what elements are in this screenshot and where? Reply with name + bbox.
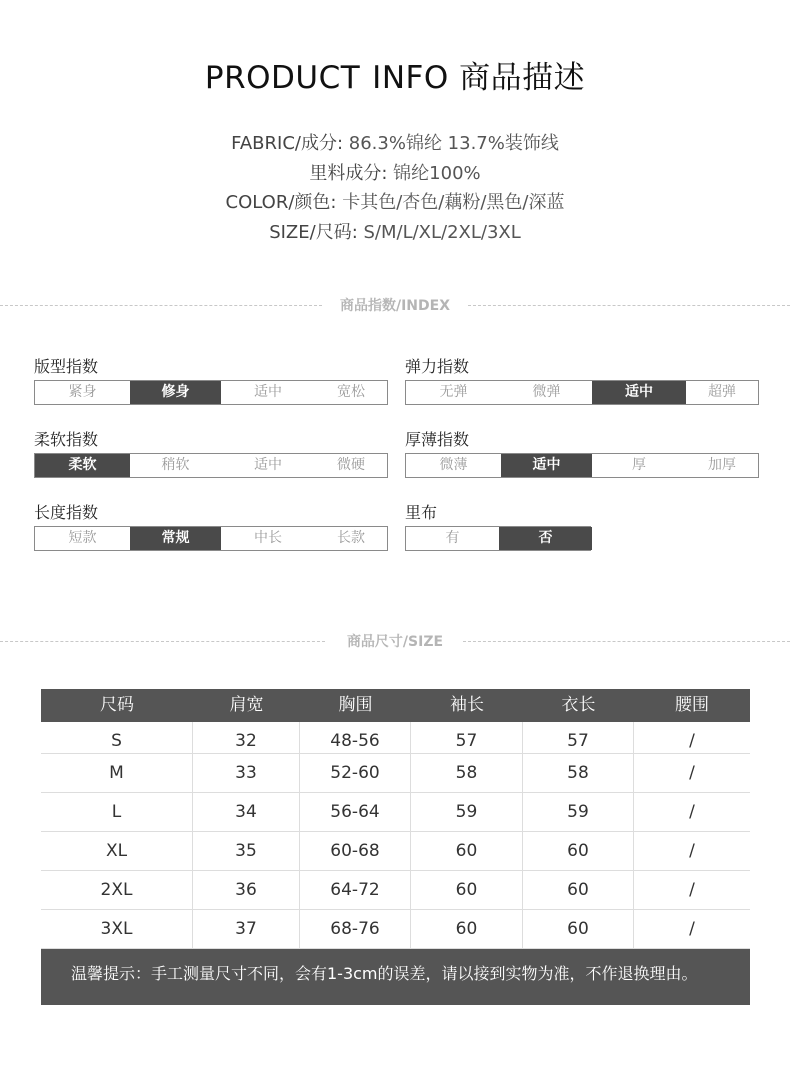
index-option: 厚 (632, 457, 646, 473)
index-bar (34, 526, 388, 551)
table-cell: 35 (193, 832, 300, 870)
size-section-label: 商品尺寸/SIZE (346, 634, 444, 650)
table-cell: / (689, 763, 695, 783)
table-cell: 64-72 (300, 871, 411, 909)
table-row (41, 910, 750, 949)
column-header: 尺码 (100, 695, 134, 715)
index-option: 适中 (254, 457, 282, 473)
table-cell: 60 (411, 910, 523, 948)
index-name: 长度指数 (34, 503, 99, 522)
page-title (0, 52, 790, 97)
table-cell: 60 (411, 871, 523, 909)
table-cell: L (41, 793, 193, 831)
table-cell: 68-76 (300, 910, 411, 948)
table-cell: 60-68 (300, 832, 411, 870)
index-option: 短款 (68, 530, 97, 546)
table-row (41, 871, 750, 910)
column-header: 袖长 (450, 695, 484, 715)
info-key: SIZE/尺码: (269, 221, 358, 243)
title-en-2: INFO (372, 60, 449, 96)
column-header: 肩宽 (229, 695, 264, 715)
index-bar (405, 380, 759, 405)
index-bar (34, 453, 388, 478)
index-divider (0, 296, 790, 316)
table-cell: / (689, 731, 695, 751)
table-cell: 36 (193, 871, 300, 909)
index-section-label: 商品指数/INDEX (339, 298, 451, 314)
table-cell: 60 (411, 832, 523, 870)
info-value: S/M/L/XL/2XL/3XL (363, 221, 521, 243)
index-option: 无弹 (439, 384, 468, 400)
info-fabric (0, 129, 790, 159)
size-note: 温馨提示：手工测量尺寸不同，会有1-3cm的误差，请以接到实物为准，不作退换理由。 (41, 949, 750, 1005)
index-option-selected: 否 (499, 527, 592, 550)
info-key: FABRIC/成分: (231, 133, 344, 154)
index-option: 稍软 (161, 457, 190, 473)
info-lining (0, 159, 790, 189)
index-name: 版型指数 (34, 357, 99, 376)
table-cell: 48-56 (300, 722, 411, 753)
index-block (405, 502, 759, 551)
table-cell: 57 (523, 722, 634, 753)
info-color (0, 188, 790, 218)
info-size (0, 218, 790, 248)
table-row (41, 793, 750, 832)
table-cell: 37 (193, 910, 300, 948)
info-value: 卡其色/杏色/藕粉/黑色/深蓝 (342, 192, 565, 213)
index-option: 宽松 (337, 384, 365, 400)
table-header (41, 689, 750, 722)
table-cell: 58 (523, 754, 634, 792)
index-bar (34, 380, 388, 405)
index-option-selected: 修身 (130, 381, 221, 404)
index-option-selected: 柔软 (35, 454, 130, 477)
table-body (41, 722, 750, 949)
table-cell: 52-60 (300, 754, 411, 792)
table-row (41, 832, 750, 871)
info-value: 锦纶100% (393, 162, 481, 184)
table-cell: 2XL (41, 871, 193, 909)
index-block (34, 429, 388, 478)
index-name: 里布 (405, 503, 438, 522)
table-cell: / (689, 880, 695, 900)
index-option: 微薄 (439, 457, 468, 473)
title-en-1: PRODUCT (204, 60, 361, 96)
info-value: 86.3%锦纶 13.7%装饰线 (348, 133, 559, 154)
table-cell: S (41, 722, 193, 753)
product-info (0, 129, 790, 247)
table-cell: / (689, 919, 695, 939)
index-name: 厚薄指数 (405, 430, 470, 449)
table-cell: 60 (523, 832, 634, 870)
index-option: 微硬 (337, 457, 365, 473)
info-key: COLOR/颜色: (225, 192, 337, 213)
table-cell: 59 (411, 793, 523, 831)
index-option-selected: 适中 (501, 454, 592, 477)
index-name: 弹力指数 (405, 357, 470, 376)
table-cell: / (689, 841, 695, 861)
table-cell: 59 (523, 793, 634, 831)
index-option: 适中 (254, 384, 282, 400)
table-cell: 3XL (41, 910, 193, 948)
table-cell: 34 (193, 793, 300, 831)
table-cell: 56-64 (300, 793, 411, 831)
index-option: 超弹 (708, 384, 736, 400)
table-cell: M (41, 754, 193, 792)
index-name: 柔软指数 (34, 430, 99, 449)
table-cell: 58 (411, 754, 523, 792)
column-header: 衣长 (561, 695, 596, 715)
info-key: 里料成分: (309, 162, 388, 184)
table-cell: 32 (193, 722, 300, 753)
index-option: 中长 (254, 530, 282, 546)
index-option: 微弹 (532, 384, 561, 400)
index-option-selected: 常规 (130, 527, 221, 550)
table-cell: / (689, 802, 695, 822)
index-bar (405, 526, 591, 551)
table-cell: 60 (523, 871, 634, 909)
index-option: 有 (445, 530, 460, 546)
index-option: 紧身 (68, 384, 97, 400)
index-block (405, 429, 759, 478)
size-divider (0, 632, 790, 652)
table-row (41, 722, 750, 754)
index-option: 加厚 (708, 457, 736, 473)
index-bar (405, 453, 759, 478)
table-cell: 33 (193, 754, 300, 792)
title-cn: 商品描述 (459, 60, 586, 96)
table-cell: 57 (411, 722, 523, 753)
size-table (41, 689, 750, 1005)
index-option: 长款 (337, 530, 365, 546)
column-header: 腰围 (675, 695, 709, 715)
table-cell: XL (41, 832, 193, 870)
index-block (34, 356, 388, 405)
table-row (41, 754, 750, 793)
column-header: 胸围 (338, 695, 373, 715)
index-option-selected: 适中 (592, 381, 686, 404)
index-block (405, 356, 759, 405)
table-cell: 60 (523, 910, 634, 948)
index-block (34, 502, 388, 551)
